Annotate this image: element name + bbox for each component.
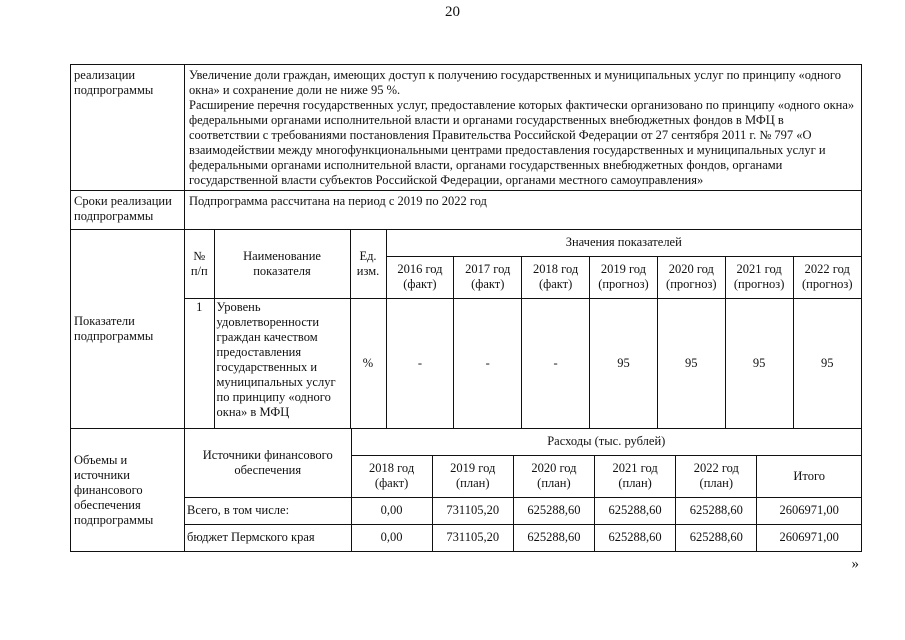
financing-value-0-0: 0,00 bbox=[351, 497, 432, 524]
indicator-value-5: 95 bbox=[725, 298, 793, 428]
financing-value-1-1: 731105,20 bbox=[432, 524, 513, 551]
results-text-2: Расширение перечня государственных услуг, предоставление которых фактически организовано по принципу «одного окна» федеральными органами исполнительной власти и органами государственных внебюджетных фондов в МФЦ в соответствии с требованиями постановления Правительства Российской Федерации от 27 сентября 2011 г. № 797 «О взаимодействии между многофункциональными центрами предоставления государственных и муниципальных услуг и федеральными органами исполнительной власти, органами государственных внебюджетных фондов, органами государственной власти субъектов Российской Федерации, органами местного самоуправления» bbox=[189, 98, 855, 187]
financing-row-regional bbox=[185, 524, 861, 551]
indicator-year-1: 2017 год (факт) bbox=[454, 256, 522, 298]
indicator-num: 1 bbox=[185, 298, 214, 428]
financing-value-1-3: 625288,60 bbox=[595, 524, 676, 551]
page-number: 20 bbox=[445, 4, 460, 20]
results-text: Увеличение доли граждан, имеющих доступ к получению государственных и муниципальных услуг по принципу «одного окна» и сохранение доли не ниже 95 %. bbox=[189, 68, 841, 97]
financing-total-header: Итого bbox=[757, 455, 861, 497]
indicator-value-6: 95 bbox=[793, 298, 861, 428]
financing-expenses-header: Расходы (тыс. рублей) bbox=[351, 429, 861, 455]
financing-col-source: Источники финансового обеспечения bbox=[185, 429, 351, 497]
financing-value-0-4: 625288,60 bbox=[676, 497, 757, 524]
indicator-year-2: 2018 год (факт) bbox=[522, 256, 590, 298]
indicators-values-header: Значения показателей bbox=[386, 230, 861, 256]
indicator-unit: % bbox=[350, 298, 386, 428]
indicator-value-2: - bbox=[522, 298, 590, 428]
financing-source-1: бюджет Пермского края bbox=[185, 524, 351, 551]
passport-table bbox=[70, 64, 862, 552]
results-row bbox=[71, 65, 861, 191]
indicator-value-0: - bbox=[386, 298, 454, 428]
financing-source-0: Всего, в том числе: bbox=[185, 497, 351, 524]
results-label: реализации подпрограммы bbox=[71, 65, 185, 190]
indicators-col-num: № п/п bbox=[185, 230, 214, 298]
financing-value-0-1: 731105,20 bbox=[432, 497, 513, 524]
terms-text: Подпрограмма рассчитана на период с 2019 по 2022 год bbox=[189, 194, 487, 208]
indicator-value-1: - bbox=[454, 298, 522, 428]
indicator-name: Уровень удовлетворенности граждан качеством предоставления государственных и муниципальных услуг по принципу «одного окна» в МФЦ bbox=[214, 298, 350, 428]
closing-quote: » bbox=[851, 556, 859, 572]
financing-value-1-2: 625288,60 bbox=[513, 524, 594, 551]
indicator-year-4: 2020 год (прогноз) bbox=[657, 256, 725, 298]
indicator-year-3: 2019 год (прогноз) bbox=[590, 256, 658, 298]
financing-year-1: 2019 год (план) bbox=[432, 455, 513, 497]
indicators-label: Показатели подпрограммы bbox=[71, 230, 185, 428]
indicator-year-5: 2021 год (прогноз) bbox=[725, 256, 793, 298]
results-content bbox=[185, 65, 861, 190]
financing-table bbox=[185, 429, 861, 551]
indicator-value-3: 95 bbox=[590, 298, 658, 428]
financing-value-0-3: 625288,60 bbox=[595, 497, 676, 524]
indicators-table bbox=[185, 230, 861, 428]
indicator-value-4: 95 bbox=[657, 298, 725, 428]
financing-year-4: 2022 год (план) bbox=[676, 455, 757, 497]
financing-total-1: 2606971,00 bbox=[757, 524, 861, 551]
financing-value-0-2: 625288,60 bbox=[513, 497, 594, 524]
financing-row bbox=[71, 429, 861, 551]
terms-row bbox=[71, 191, 861, 230]
indicators-col-unit: Ед. изм. bbox=[350, 230, 386, 298]
indicator-year-6: 2022 год (прогноз) bbox=[793, 256, 861, 298]
indicator-year-0: 2016 год (факт) bbox=[386, 256, 454, 298]
terms-label: Сроки реализации подпрограммы bbox=[71, 191, 185, 229]
financing-year-2: 2020 год (план) bbox=[513, 455, 594, 497]
financing-year-3: 2021 год (план) bbox=[595, 455, 676, 497]
indicators-col-name: Наименование показателя bbox=[214, 230, 350, 298]
financing-label: Объемы и источники финансового обеспечения подпрограммы bbox=[71, 429, 185, 551]
indicators-row bbox=[71, 230, 861, 429]
financing-year-0: 2018 год (факт) bbox=[351, 455, 432, 497]
financing-value-1-0: 0,00 bbox=[351, 524, 432, 551]
indicator-row bbox=[185, 298, 861, 428]
financing-row-total bbox=[185, 497, 861, 524]
financing-value-1-4: 625288,60 bbox=[676, 524, 757, 551]
financing-total-0: 2606971,00 bbox=[757, 497, 861, 524]
